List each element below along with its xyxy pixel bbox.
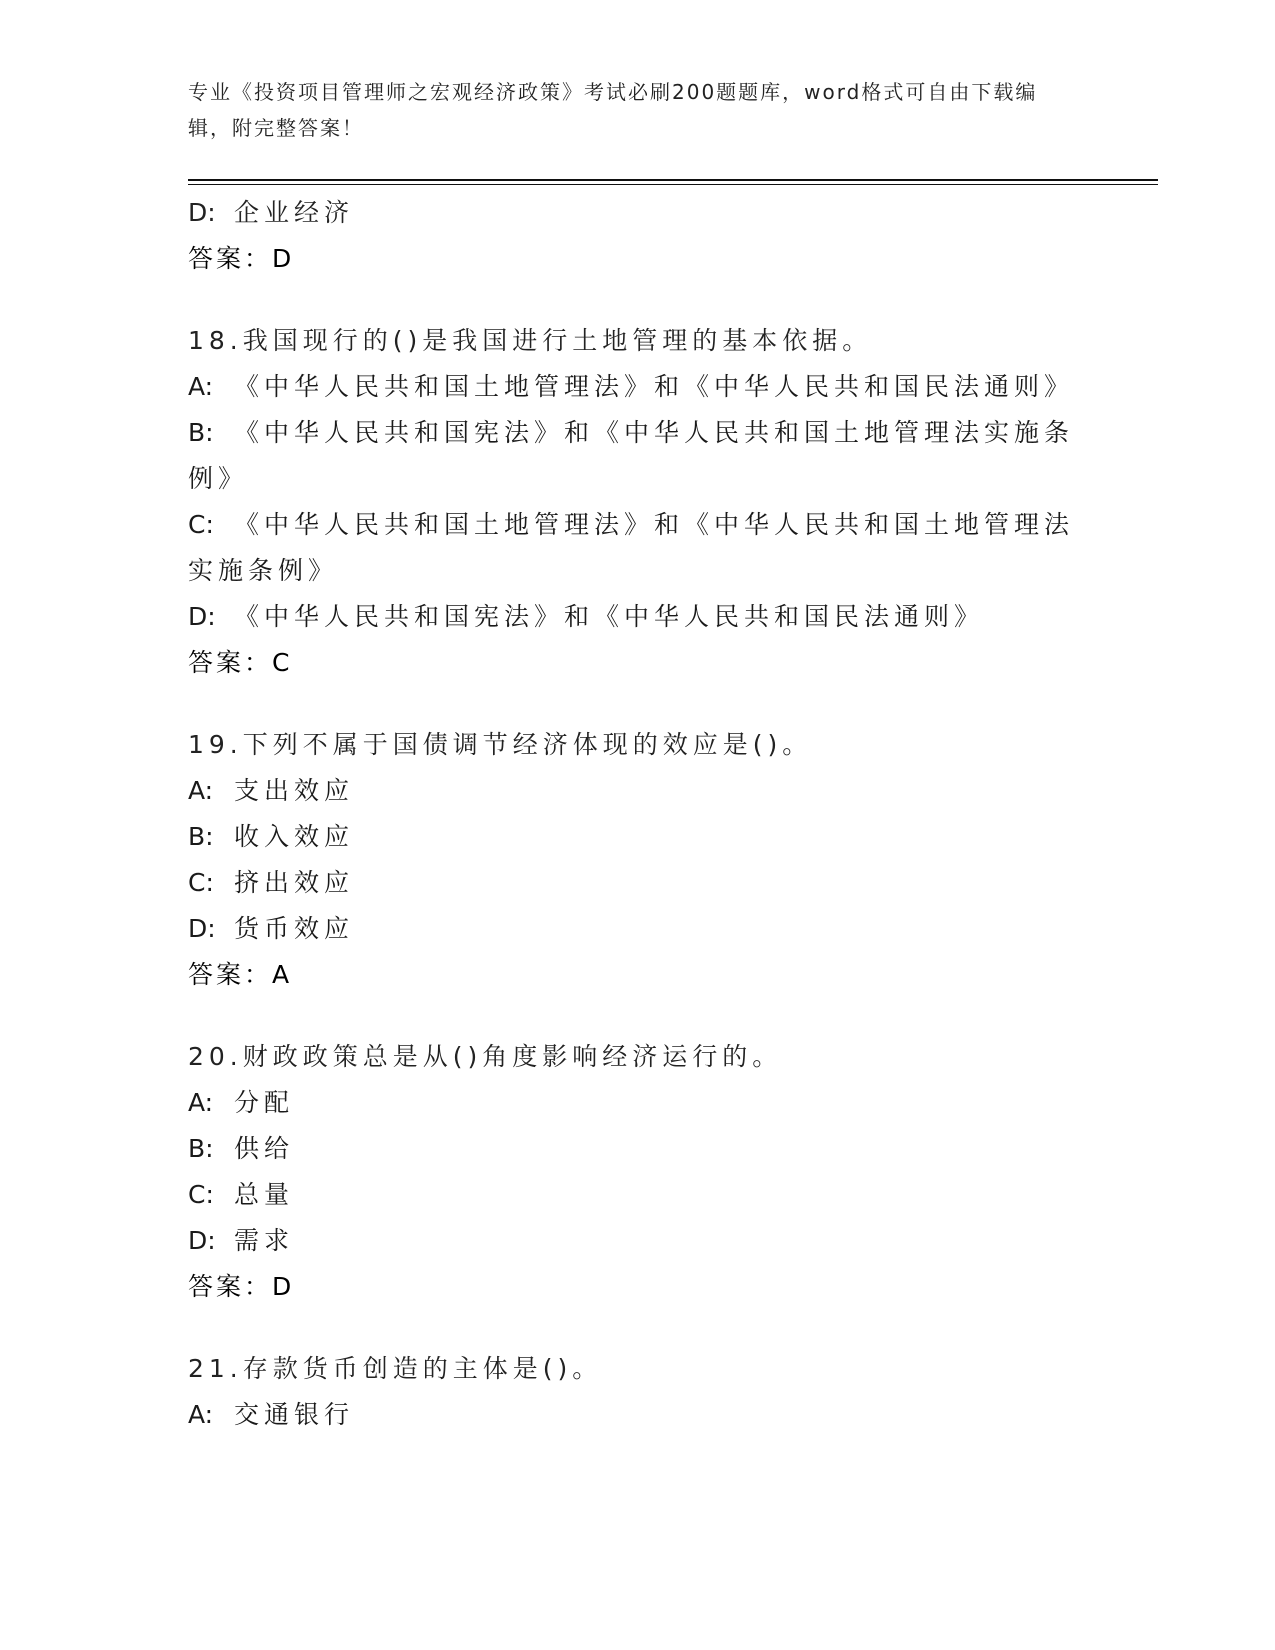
option-line [188, 594, 1088, 640]
option-key: A: [188, 776, 214, 805]
option-text: 《中华人民共和国宪法》和《中华人民共和国民法通则》 [234, 602, 985, 631]
question-block [188, 722, 1088, 998]
question-stem: 19.下列不属于国债调节经济体现的效应是()。 [188, 730, 813, 759]
option-key: D: [188, 198, 216, 227]
option-line [188, 502, 1088, 594]
question-stem: 18.我国现行的()是我国进行土地管理的基本依据。 [188, 326, 873, 355]
option-text: 挤出效应 [234, 868, 355, 897]
option-key: C: [188, 1180, 214, 1209]
option-line [188, 364, 1088, 410]
option-key: B: [188, 822, 214, 851]
option-text: 供给 [234, 1134, 295, 1163]
option-key: A: [188, 1400, 214, 1429]
option-line [188, 768, 1088, 814]
option-line [188, 190, 1088, 236]
option-text: 需求 [234, 1226, 295, 1255]
option-text: 分配 [234, 1088, 295, 1117]
page-header: 专业《投资项目管理师之宏观经济政策》考试必刷200题题库，word格式可自由下载编辑，附完整答案！ [188, 80, 1038, 140]
option-text: 《中华人民共和国宪法》和《中华人民共和国土地管理法实施条例》 [188, 418, 1075, 493]
option-line [188, 410, 1088, 502]
option-line [188, 1126, 1088, 1172]
option-key: A: [188, 372, 214, 401]
option-key: C: [188, 510, 214, 539]
option-key: B: [188, 1134, 214, 1163]
document-body [188, 190, 1088, 1438]
option-text: 支出效应 [234, 776, 355, 805]
option-line [188, 1172, 1088, 1218]
option-key: C: [188, 868, 214, 897]
option-line [188, 906, 1088, 952]
question-block [188, 318, 1088, 686]
option-key: D: [188, 602, 216, 631]
option-text: 总量 [234, 1180, 295, 1209]
question-block [188, 1346, 1088, 1438]
option-line [188, 1218, 1088, 1264]
option-line [188, 1392, 1088, 1438]
option-key: A: [188, 1088, 214, 1117]
option-key: D: [188, 1226, 216, 1255]
option-text: 货币效应 [234, 914, 355, 943]
option-text: 收入效应 [234, 822, 355, 851]
option-key: D: [188, 914, 216, 943]
answer-line: 答案：D [188, 244, 295, 273]
answer-line: 答案：A [188, 960, 293, 989]
option-text: 企业经济 [234, 198, 355, 227]
header-rule-top [188, 179, 1158, 181]
question-block [188, 1034, 1088, 1310]
option-text: 《中华人民共和国土地管理法》和《中华人民共和国土地管理法实施条例》 [188, 510, 1075, 585]
option-line [188, 860, 1088, 906]
option-line [188, 1080, 1088, 1126]
question-stem: 20.财政政策总是从()角度影响经济运行的。 [188, 1042, 783, 1071]
header-rule-bottom [188, 184, 1158, 185]
option-text: 交通银行 [234, 1400, 355, 1429]
option-key: B: [188, 418, 214, 447]
option-text: 《中华人民共和国土地管理法》和《中华人民共和国民法通则》 [234, 372, 1075, 401]
answer-line: 答案：D [188, 1272, 295, 1301]
answer-line: 答案：C [188, 648, 293, 677]
option-line [188, 814, 1088, 860]
question-stem: 21.存款货币创造的主体是()。 [188, 1354, 603, 1383]
